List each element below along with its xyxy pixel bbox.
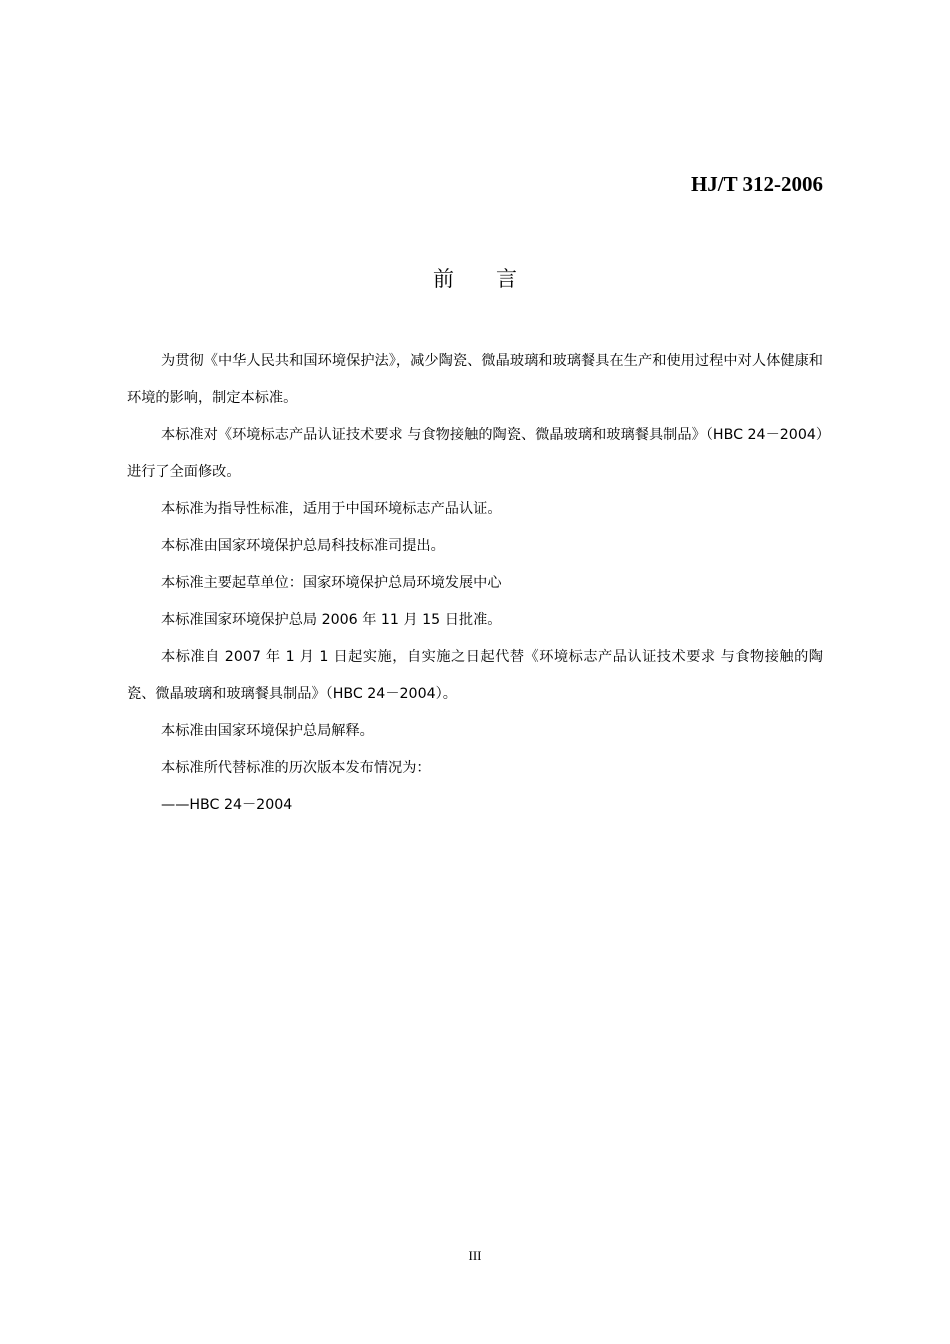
superseded-standard: ——HBC 24－2004 xyxy=(161,797,293,813)
document-body xyxy=(127,343,823,824)
page-title: 前言 xyxy=(433,267,559,291)
paragraph: 本标准国家环境保护总局 2006 年 11 月 15 日批准。 xyxy=(161,612,502,628)
standard-number: HJ/T 312-2006 xyxy=(690,172,823,196)
paragraph: 本标准所代替标准的历次版本发布情况为： xyxy=(161,760,431,776)
page-number: III xyxy=(468,1248,482,1263)
paragraph: 为贯彻《中华人民共和国环境保护法》，减少陶瓷、微晶玻璃和玻璃餐具在生产和使用过程中对人体健康和环境的影响，制定本标准。 xyxy=(127,353,823,406)
paragraph: 本标准对《环境标志产品认证技术要求 与食物接触的陶瓷、微晶玻璃和玻璃餐具制品》（HBC 24－2004）进行了全面修改。 xyxy=(127,427,823,480)
paragraph: 本标准自 2007 年 1 月 1 日起实施，自实施之日起代替《环境标志产品认证技术要求 与食物接触的陶瓷、微晶玻璃和玻璃餐具制品》（HBC 24－2004）。 xyxy=(127,649,823,702)
paragraph: 本标准主要起草单位：国家环境保护总局环境发展中心 xyxy=(161,575,502,591)
paragraph: 本标准由国家环境保护总局科技标准司提出。 xyxy=(161,538,445,554)
paragraph: 本标准由国家环境保护总局解释。 xyxy=(161,723,374,739)
paragraph: 本标准为指导性标准，适用于中国环境标志产品认证。 xyxy=(161,501,502,517)
